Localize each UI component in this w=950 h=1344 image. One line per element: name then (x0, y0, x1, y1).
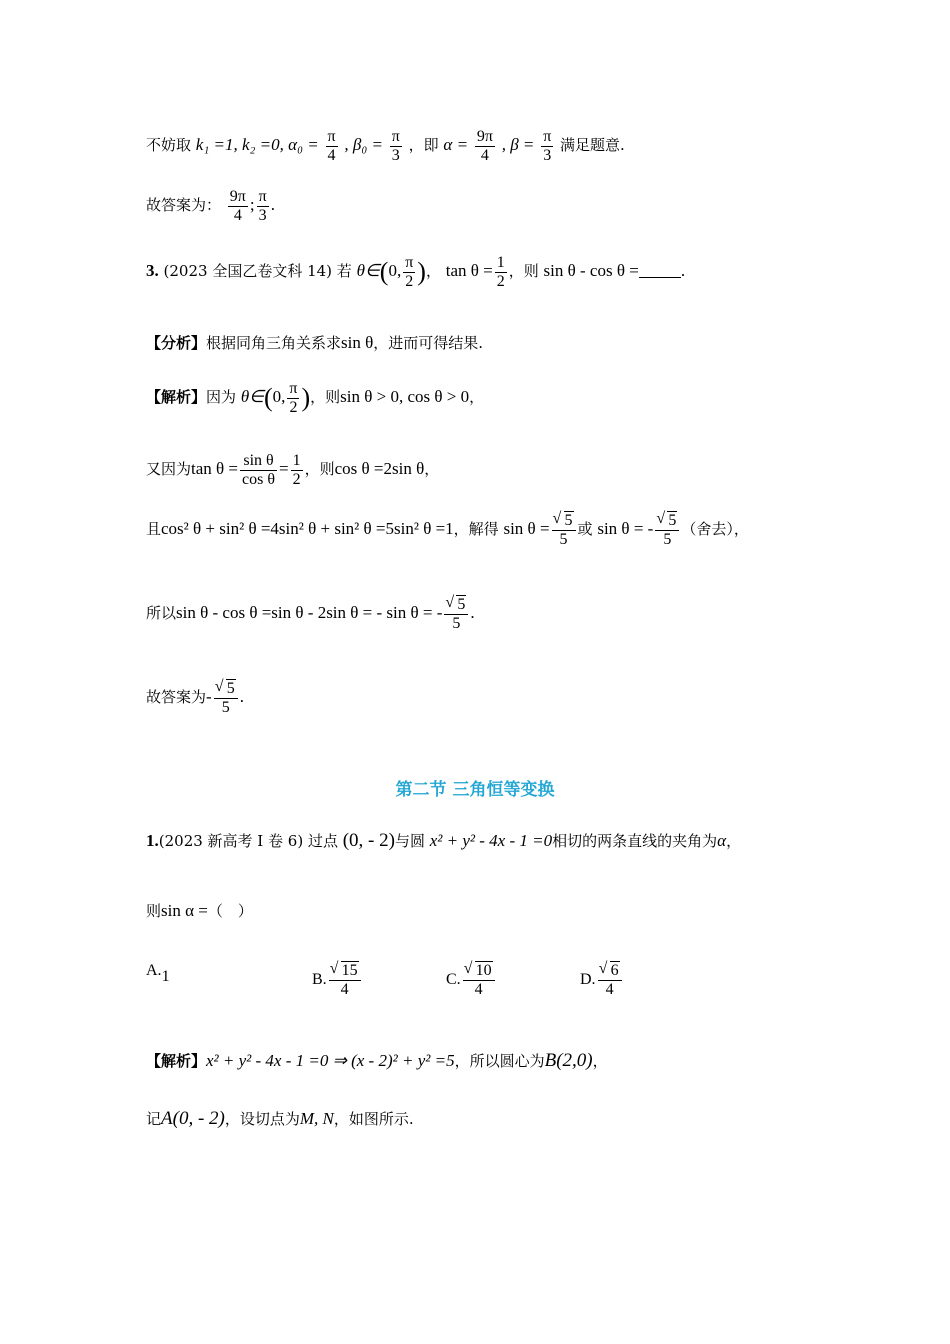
solution-line-1: 【解析】因为 θ∈(0, $\frac{\pi}{2}$ )，则sin θ > 0, cos θ > 0， (146, 380, 485, 416)
solution-line-result: 所以sin θ - cos θ =sin θ - 2sin θ = - sin θ = - √ $\frac{5}{5}$ . (146, 596, 475, 632)
question-3: 3. (2023 全国乙卷文科 14) 若 θ∈(0, $\frac{\pi}{2}$ )， tan θ = $\frac{1}{2}$ ，则 sin θ - cos θ = . (146, 254, 686, 290)
option-c[interactable]: C. √ $\frac{10}{4}$ (446, 962, 497, 998)
solution-line-tan: 又因为tan θ = $\frac{\text{sin θ}}{\text{cos θ}}$ = $\frac{1}{2}$ ，则cos θ =2sin θ， (146, 452, 440, 488)
section-title: 第二节 三角恒等变换 (395, 780, 555, 800)
solution-line-cos: 且cos² θ + sin² θ =4sin² θ + sin² θ =5sin² θ =1，解得 sin θ = √ $\frac{5}{5}$ 或 sin θ = - √ $\frac{5}{5}$ （舍去）， (146, 512, 749, 548)
solution-line-3: 记A(0, - 2)，设切点为M, N，如图所示. (146, 1108, 414, 1129)
solution-line-2: 【解析】x² + y² - 4x - 1 =0 ⇒ (x - 2)² + y² =5，所以圆心为B(2,0)， (146, 1050, 608, 1071)
question-1-prompt: 则sin α =（ ） (146, 901, 253, 920)
option-d[interactable]: D. √ $\frac{6}{4}$ (580, 962, 624, 998)
question-1: 1.(2023 新高考 I 卷 6) 过点 (0, - 2)与圆 x² + y² - 4x - 1 =0相切的两条直线的夹角为α， (146, 830, 742, 851)
option-a[interactable]: A.1 (146, 962, 170, 985)
answer-line-3: 故答案为- √ $\frac{5}{5}$ . (146, 680, 244, 716)
option-b[interactable]: B. √ $\frac{15}{4}$ (312, 962, 363, 998)
answer-blank (639, 277, 681, 278)
answer-line-1: 故答案为： $\frac{9\pi}{4}$ ; $\frac{\pi}{3}$ . (146, 188, 275, 224)
analysis-line: 【分析】根据同角三角关系求sin θ，进而可得结果. (146, 333, 484, 352)
line-choose-values: 不妨取 k₁ =1, k₂ =0, α₀ = $\frac{\pi}{4}$ , β₀ = $\frac{\pi}{3}$ ，即 α = $\frac{9\pi}{4}$ , β = $\frac{\pi}{3}$ 满足题意. (146, 128, 625, 164)
